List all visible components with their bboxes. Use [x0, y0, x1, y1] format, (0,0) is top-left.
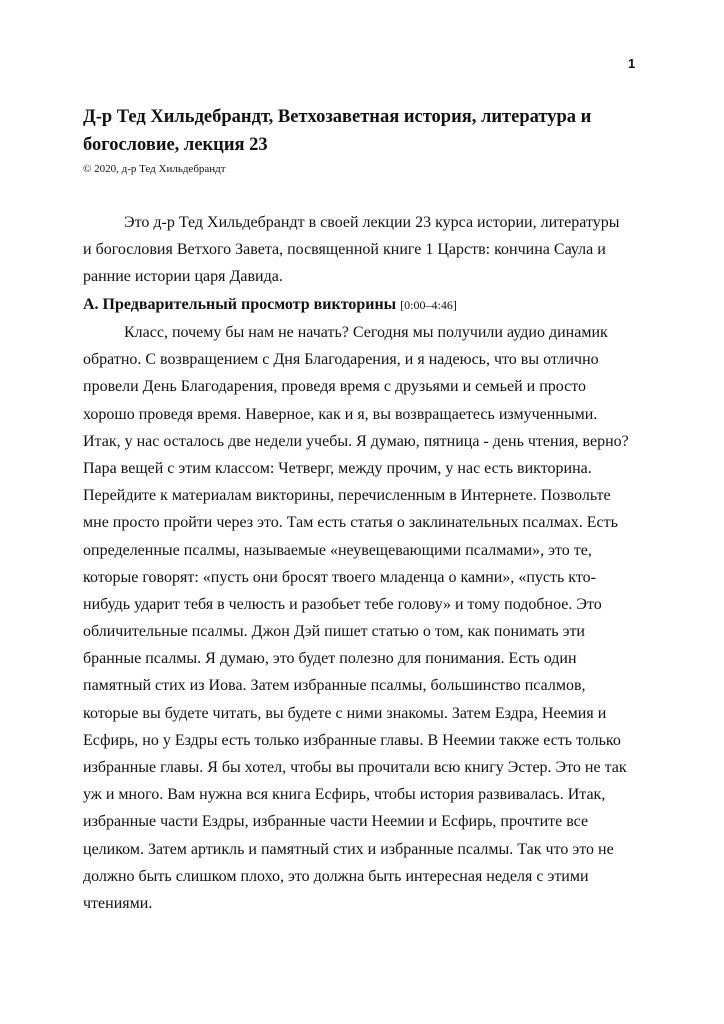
body-paragraph [83, 319, 629, 917]
text-line: которые говорят: «пусть они бросят твоего младенца о камни», «пусть кто- [83, 568, 596, 586]
title-line: Д-р Тед Хильдебрандт, Ветхозаветная история, литература и [83, 107, 592, 127]
text-line: целиком. Затем артикль и памятный стих и избранные псалмы. Так что это не [83, 840, 614, 858]
text-line: хорошо проведя время. Наверное, как и я, вы возвращаетесь измученными. [83, 405, 598, 423]
text-line: обличительные псалмы. Джон Дэй пишет статью о том, как понимать эти [83, 623, 585, 641]
text-line: чтениями. [83, 894, 153, 912]
text-line: Перейдите к материалам викторины, перечисленным в Интернете. Позвольте [83, 487, 611, 505]
text-line: Это д-р Тед Хильдебрандт в своей лекции 23 курса истории, литературы [124, 214, 620, 231]
text-line: бранные псалмы. Я думаю, это будет полезно для понимания. Есть один [83, 650, 577, 668]
copyright: © 2020, д-р Тед Хильдебрандт [83, 163, 226, 175]
section-timestamp: [0:00–4:46] [400, 297, 457, 312]
text-line: и богословия Ветхого Завета, посвященной книге 1 Царств: кончина Саула и [83, 241, 606, 259]
text-line: избранные части Ездры, избранные части Неемии и Есфирь, прочтите все [83, 813, 589, 831]
text-line: Итак, у нас осталось две недели учебы. Я думаю, пятница - день чтения, верно? [83, 432, 629, 450]
text-line: Пара вещей с этим классом: Четверг, между прочим, у нас есть викторина. [83, 459, 592, 477]
text-line: мне просто пройти через это. Там есть статья о заклинательных псалмах. Есть [83, 514, 618, 532]
text-line: Есфирь, но у Ездры есть только избранные главы. В Неемии также есть только [83, 731, 621, 749]
page-number: 1 [628, 56, 636, 71]
text-line: памятный стих из Иова. Затем избранные псалмы, большинство псалмов, [83, 677, 586, 695]
text-line: которые вы будете читать, вы будете с ними знакомы. Затем Ездра, Неемия и [83, 704, 607, 722]
intro-paragraph [83, 209, 619, 318]
text-line: ранние истории царя Давида. [83, 268, 283, 286]
text-line: Класс, почему бы нам не начать? Сегодня мы получили аудио динамик [124, 324, 608, 341]
document-title [83, 103, 591, 159]
text-line: уж и много. Вам нужна вся книга Есфирь, чтобы история развивалась. Итак, [83, 786, 606, 804]
text-line: обратно. С возвращением с Дня Благодарения, и я надеюсь, что вы отлично [83, 351, 599, 369]
text-line: нибудь ударит тебя в челюсть и разобьет тебе голову» и тому подобное. Это [83, 595, 602, 613]
title-line: богословие, лекция 23 [83, 135, 268, 155]
text-line: определенные псалмы, называемые «неувещевающими псалмами», это те, [83, 541, 592, 559]
text-line: избранные главы. Я бы хотел, чтобы вы прочитали всю книгу Эстер. Это не так [83, 759, 627, 776]
section-heading-text: A. Предварительный просмотр викторины [83, 295, 397, 313]
text-line: должно быть слишком плохо, это должна быть интересная неделя с этими [83, 867, 589, 885]
text-line: провели День Благодарения, проведя время с друзьями и семьей и просто [83, 378, 587, 396]
section-heading [83, 291, 619, 318]
